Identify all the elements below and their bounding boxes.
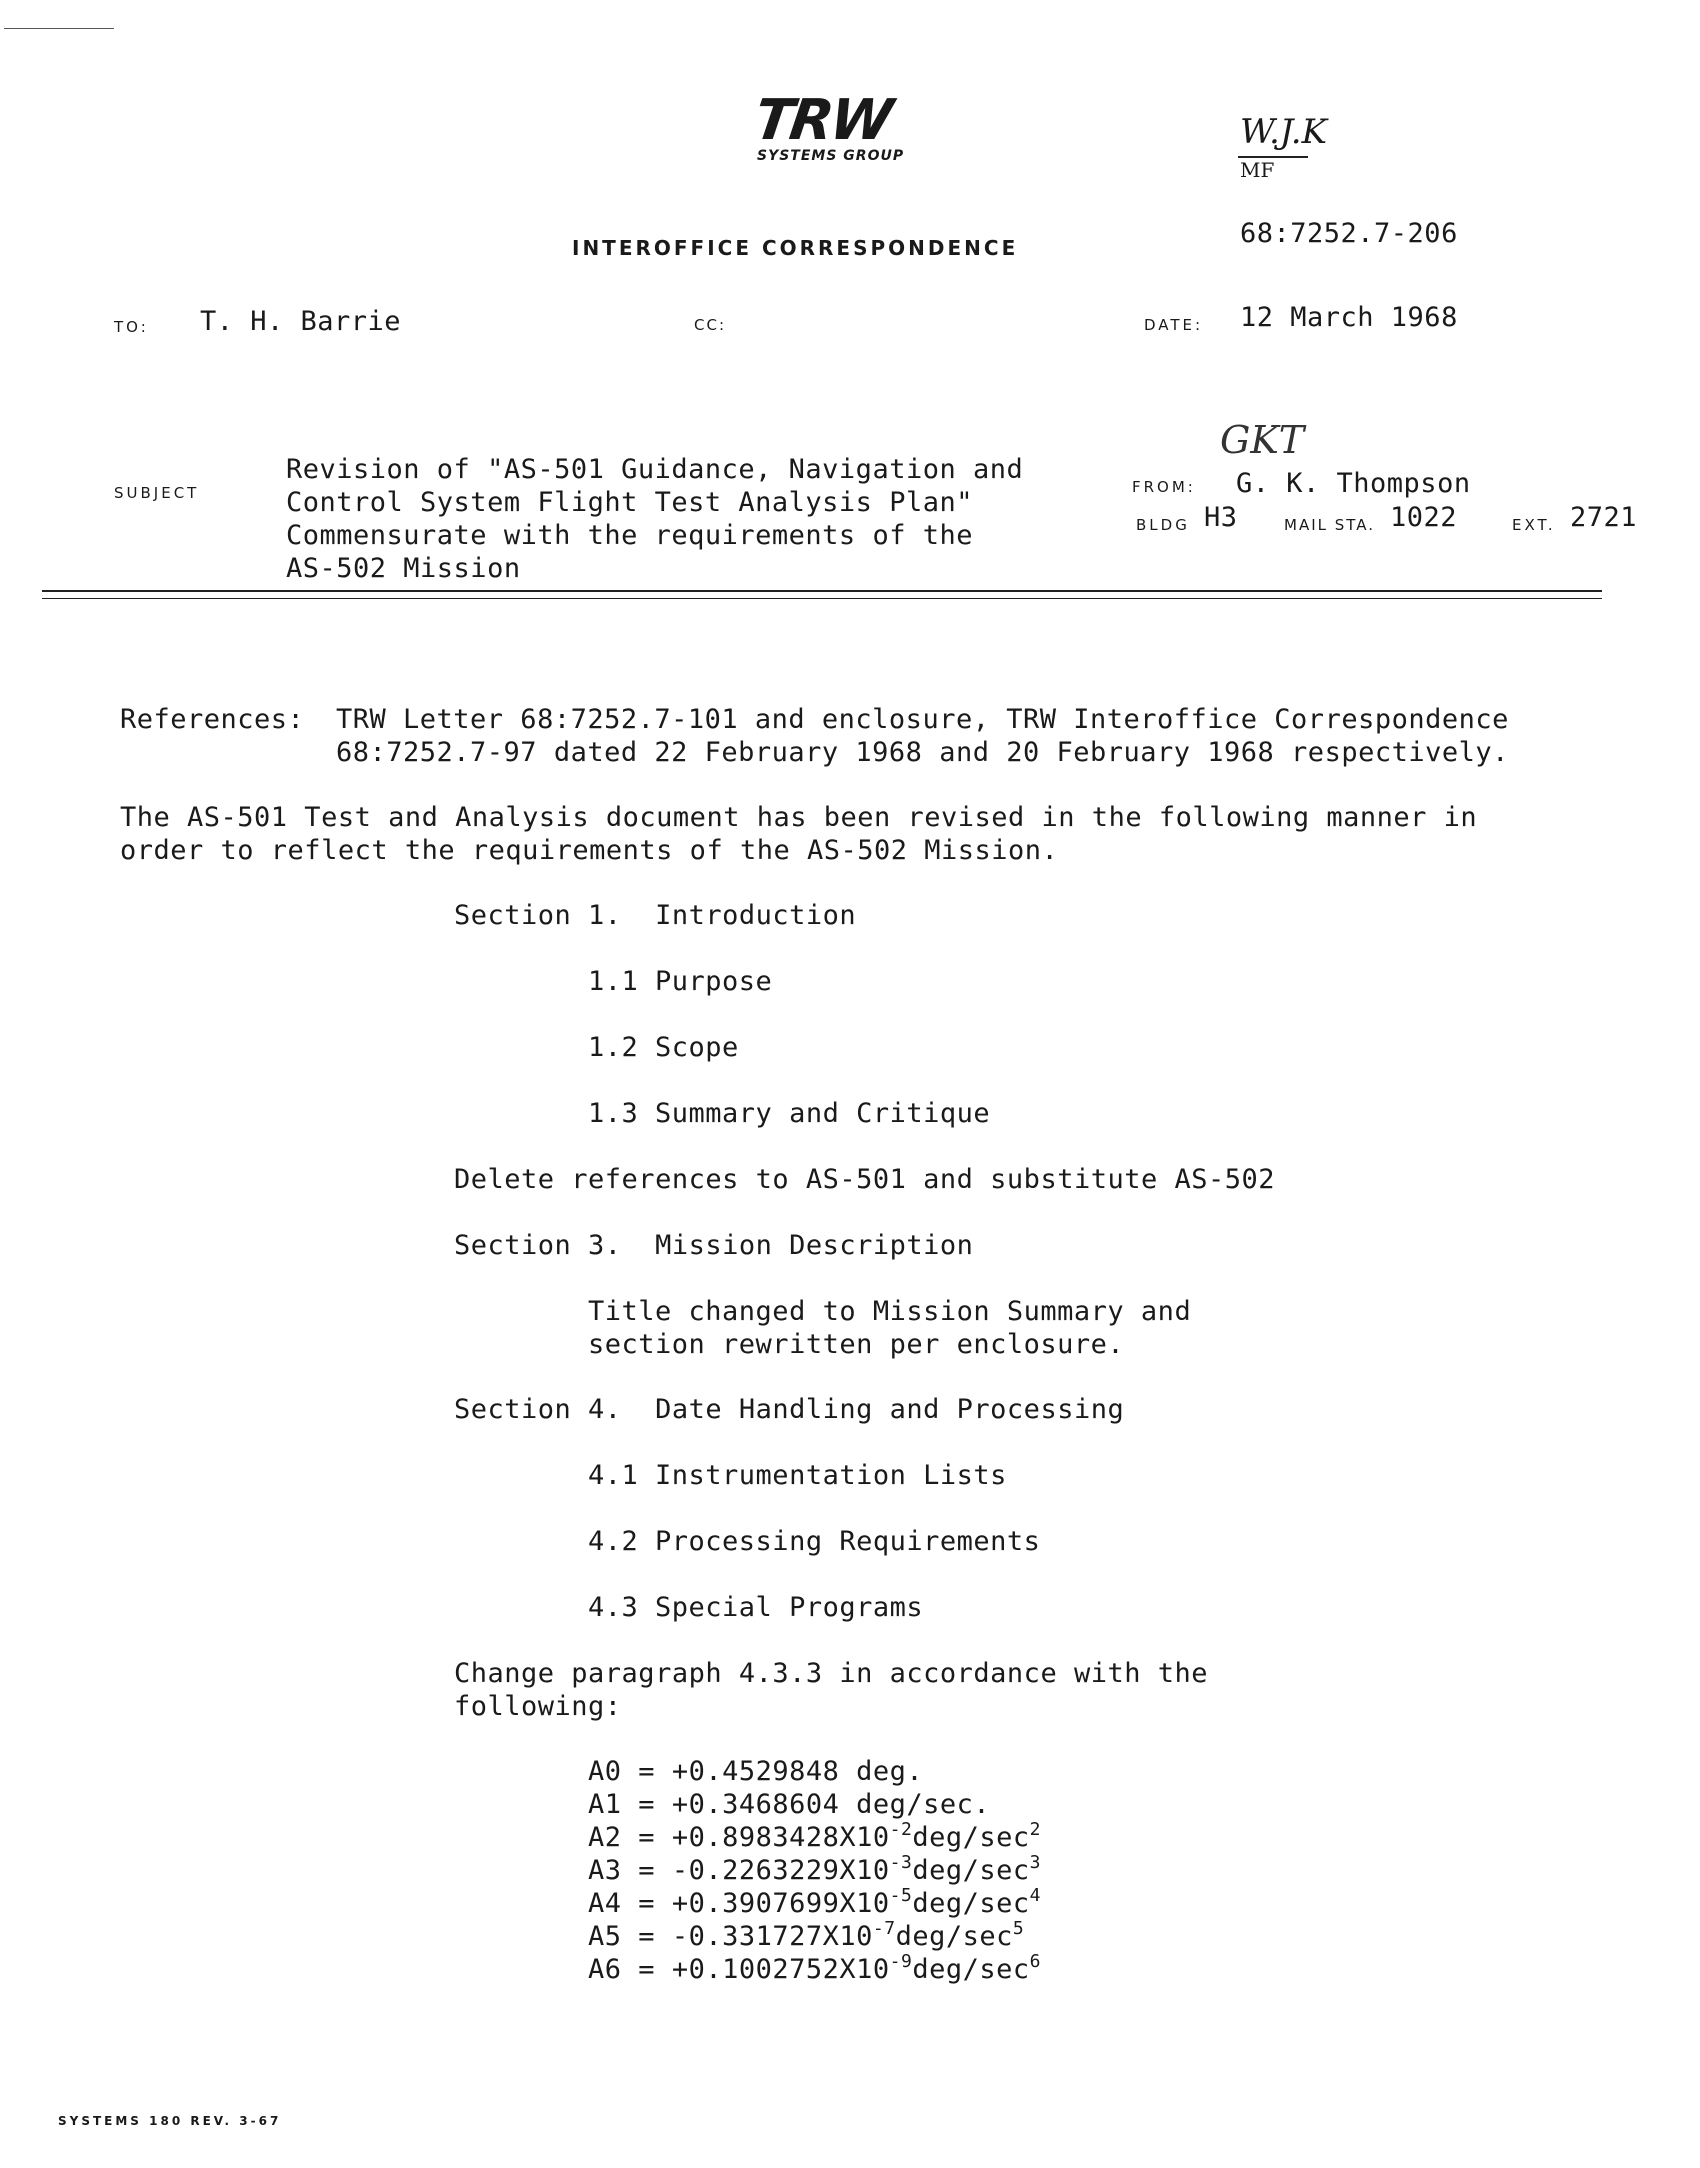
- from-label: FROM:: [1132, 478, 1196, 496]
- subject-label: SUBJECT: [114, 484, 200, 502]
- scan-mark: [4, 28, 114, 29]
- bldg-value: H3: [1204, 502, 1238, 533]
- coefficient-row: $A3 = -0.2263229X10^{-3}deg/\sec^3$: [588, 1852, 1041, 1886]
- ext-label: EXT.: [1512, 516, 1556, 534]
- references-line: TRW Letter 68:7252.7-101 and enclosure, TRW Interoffice Correspondence: [336, 704, 1509, 735]
- section-item: 4.1 Instrumentation Lists: [588, 1460, 1007, 1491]
- intro-line: The AS-501 Test and Analysis document has been revised in the following manner in: [120, 802, 1478, 833]
- intro-line: order to reflect the requirements of the AS-502 Mission.: [120, 835, 1059, 866]
- to-label: TO:: [114, 318, 149, 336]
- company-group: SYSTEMS GROUP: [757, 148, 905, 164]
- change-note: following:: [454, 1691, 622, 1722]
- document-type-title: INTEROFFICE CORRESPONDENCE: [572, 236, 1019, 260]
- handwritten-mark: W.J.K: [1240, 112, 1328, 152]
- coefficient-row: $A2 = +0.8983428X10^{-2}deg/\sec^2$: [588, 1819, 1041, 1853]
- section-item: 1.3 Summary and Critique: [588, 1098, 991, 1129]
- bldg-label: BLDG: [1136, 516, 1190, 534]
- handwritten-initials: GKT: [1220, 418, 1305, 462]
- section-heading: Section 1. Introduction: [454, 900, 857, 931]
- ext-value: 2721: [1570, 502, 1638, 533]
- section-item: 4.3 Special Programs: [588, 1592, 924, 1623]
- change-note: Change paragraph 4.3.3 in accordance with the: [454, 1658, 1208, 1689]
- references-label: References:: [120, 704, 305, 735]
- section-heading: Section 3. Mission Description: [454, 1230, 974, 1261]
- section-note: Title changed to Mission Summary and: [588, 1296, 1192, 1327]
- header-separator: [42, 590, 1602, 592]
- section-item: 4.2 Processing Requirements: [588, 1526, 1041, 1557]
- to-value: T. H. Barrie: [200, 306, 402, 337]
- subject-line: Control System Flight Test Analysis Plan": [286, 487, 973, 518]
- section-heading: Section 4. Date Handling and Processing: [454, 1394, 1125, 1425]
- date-value: 12 March 1968: [1240, 302, 1458, 333]
- delete-note: Delete references to AS-501 and substitute AS-502: [454, 1164, 1276, 1195]
- header-separator: [42, 598, 1602, 599]
- subject-line: AS-502 Mission: [286, 553, 521, 584]
- mail-station-label: MAIL STA.: [1284, 516, 1376, 534]
- form-identifier: SYSTEMS 180 REV. 3-67: [58, 2114, 282, 2128]
- section-item: 1.1 Purpose: [588, 966, 773, 997]
- subject-line: Commensurate with the requirements of the: [286, 520, 973, 551]
- coefficient-row: $A6 = +0.1002752X10^{-9}deg/\sec^6$: [588, 1951, 1041, 1985]
- mail-station-value: 1022: [1390, 502, 1458, 533]
- subject-line: Revision of "AS-501 Guidance, Navigation and: [286, 454, 1024, 485]
- company-logo: TRW: [750, 88, 894, 153]
- document-number: 68:7252.7-206: [1240, 218, 1458, 249]
- coefficient-row: $A5 = -0.331727X10^{-7}deg/\sec^5$: [588, 1918, 1025, 1952]
- section-note: section rewritten per enclosure.: [588, 1329, 1125, 1360]
- references-line: 68:7252.7-97 dated 22 February 1968 and 20 February 1968 respectively.: [336, 737, 1509, 768]
- coefficient-row: A0 = +0.4529848 deg.: [588, 1756, 924, 1787]
- from-value: G. K. Thompson: [1236, 468, 1471, 499]
- cc-label: CC:: [694, 316, 727, 334]
- coefficient-row: A1 = +0.3468604 deg/sec.: [588, 1789, 991, 1820]
- stamp-initials: MF: [1240, 158, 1275, 182]
- date-label: DATE:: [1144, 316, 1204, 334]
- section-item: 1.2 Scope: [588, 1032, 739, 1063]
- coefficient-row: $A4 = +0.3907699X10^{-5}deg/\sec^4$: [588, 1885, 1041, 1919]
